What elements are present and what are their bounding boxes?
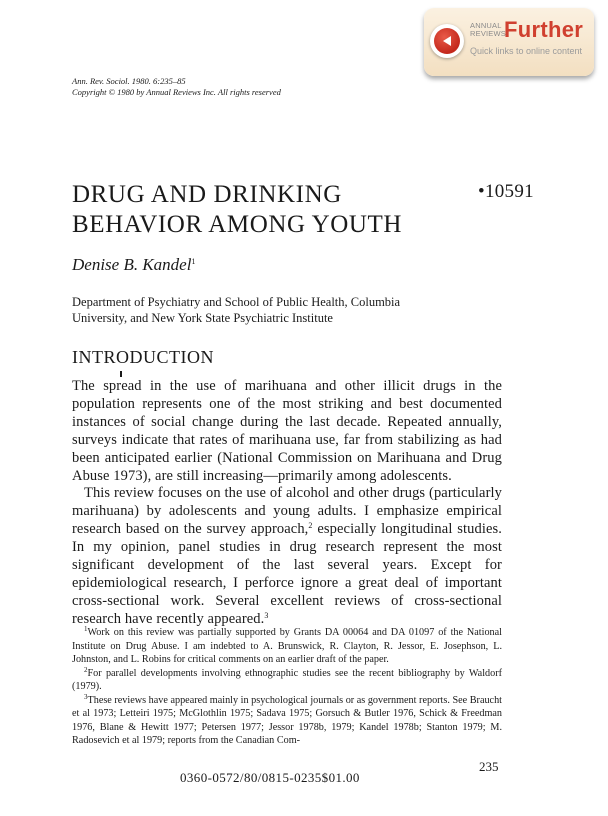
- article-title: [72, 180, 492, 240]
- citation-journal: Ann. Rev. Sociol. 1980. 6:235–85: [72, 76, 186, 86]
- paragraph-2: [72, 485, 502, 628]
- arrow-left-icon: [440, 34, 454, 48]
- paragraph-2-part-a: This review focuses on the use of alcohol and other drugs (particularly marihuana) by adolescents and young adults. I emphasize empirical research based on the survey approach,: [72, 485, 502, 538]
- scan-mark: [120, 371, 122, 377]
- affiliation-line-2: University, and New York State Psychiatric Institute: [72, 311, 333, 325]
- citation-block: [72, 76, 281, 98]
- further-label: Further: [504, 17, 584, 42]
- author-footnote-ref[interactable]: 1: [191, 257, 196, 266]
- author-name-text: Denise B. Kandel: [72, 255, 192, 274]
- further-badge[interactable]: [424, 8, 594, 76]
- body-text: [72, 378, 502, 629]
- further-button[interactable]: [430, 24, 464, 58]
- footnote-ref-2[interactable]: 2: [308, 521, 313, 531]
- footnotes: [72, 626, 502, 748]
- further-subtitle[interactable]: Quick links to online content: [470, 46, 583, 56]
- footnote-number: 3: [84, 692, 88, 701]
- footnote: [72, 626, 502, 667]
- paragraph-1: The spread in the use of marihuana and other illicit drugs in the population represents one of the most striking and best documented instances of social change during the last decade. Repeated annually, surveys indicate that rates of marihuana use, far from stabilizing as had been anticipated earlier (National Commission on Marihuana and Drug Abuse 1973), are still increasing—primarily among adolescents.: [72, 378, 502, 484]
- footnote-text: Work on this review was partially supported by Grants DA 00064 and DA 01097 of the National Institute on Drug Abuse. I am indebted to A. Brunswick, R. Clayton, R. Jessor, E. Josephson, L. Johnston, and L. Robins for critical comments on an earlier draft of the paper.: [72, 627, 502, 665]
- page-number: 235: [479, 759, 499, 774]
- title-line-2: BEHAVIOR AMONG YOUTH: [72, 211, 403, 238]
- citation-copyright: Copyright © 1980 by Annual Reviews Inc. All rights reserved: [72, 87, 281, 97]
- author-name: [72, 255, 195, 275]
- annual-reviews-label: ANNUAL REVIEWS: [470, 21, 506, 38]
- footnote-text: These reviews have appeared mainly in psychological journals or as government reports. See Braucht et al 1973; Letteiri 1975; McGlothlin 1975; Sadava 1975; Gorsuch & Butler 1976, Schick & Freedman 1976, Blane & Hewitt 1977; Petersen 1977; Jessor 1978b, 1979; Kandel 1978b; Stanton 1979; M. Radosevich et al 1979; reports from the Canadian Com-: [72, 694, 502, 746]
- article-code: •10591: [478, 181, 534, 202]
- issn-line: 0360-0572/80/0815-0235$01.00: [180, 770, 360, 785]
- footnote-ref-3[interactable]: 3: [264, 610, 269, 620]
- footnote-number: 2: [84, 665, 88, 674]
- paragraph-2-part-b: especially longitudinal studies. In my opinion, panel studies in drug research represent the most significant development of the last several years. Except for epidemiological research, I perforce ignore a great deal of important cross-sectional work. Several excellent reviews of cross-sectional research have recently appeared.: [72, 521, 502, 627]
- footnote: [72, 667, 502, 694]
- footnote-number: 1: [84, 625, 88, 633]
- footnote: [72, 694, 502, 748]
- section-heading: INTRODUCTION: [72, 347, 214, 367]
- affiliation-line-1: Department of Psychiatry and School of Public Health, Columbia: [72, 295, 401, 309]
- title-line-1: DRUG AND DRINKING: [72, 181, 342, 208]
- footnote-text: For parallel developments involving ethnographic studies see the recent bibliography by Waldorf (1979).: [72, 667, 502, 692]
- author-affiliation: [72, 294, 452, 326]
